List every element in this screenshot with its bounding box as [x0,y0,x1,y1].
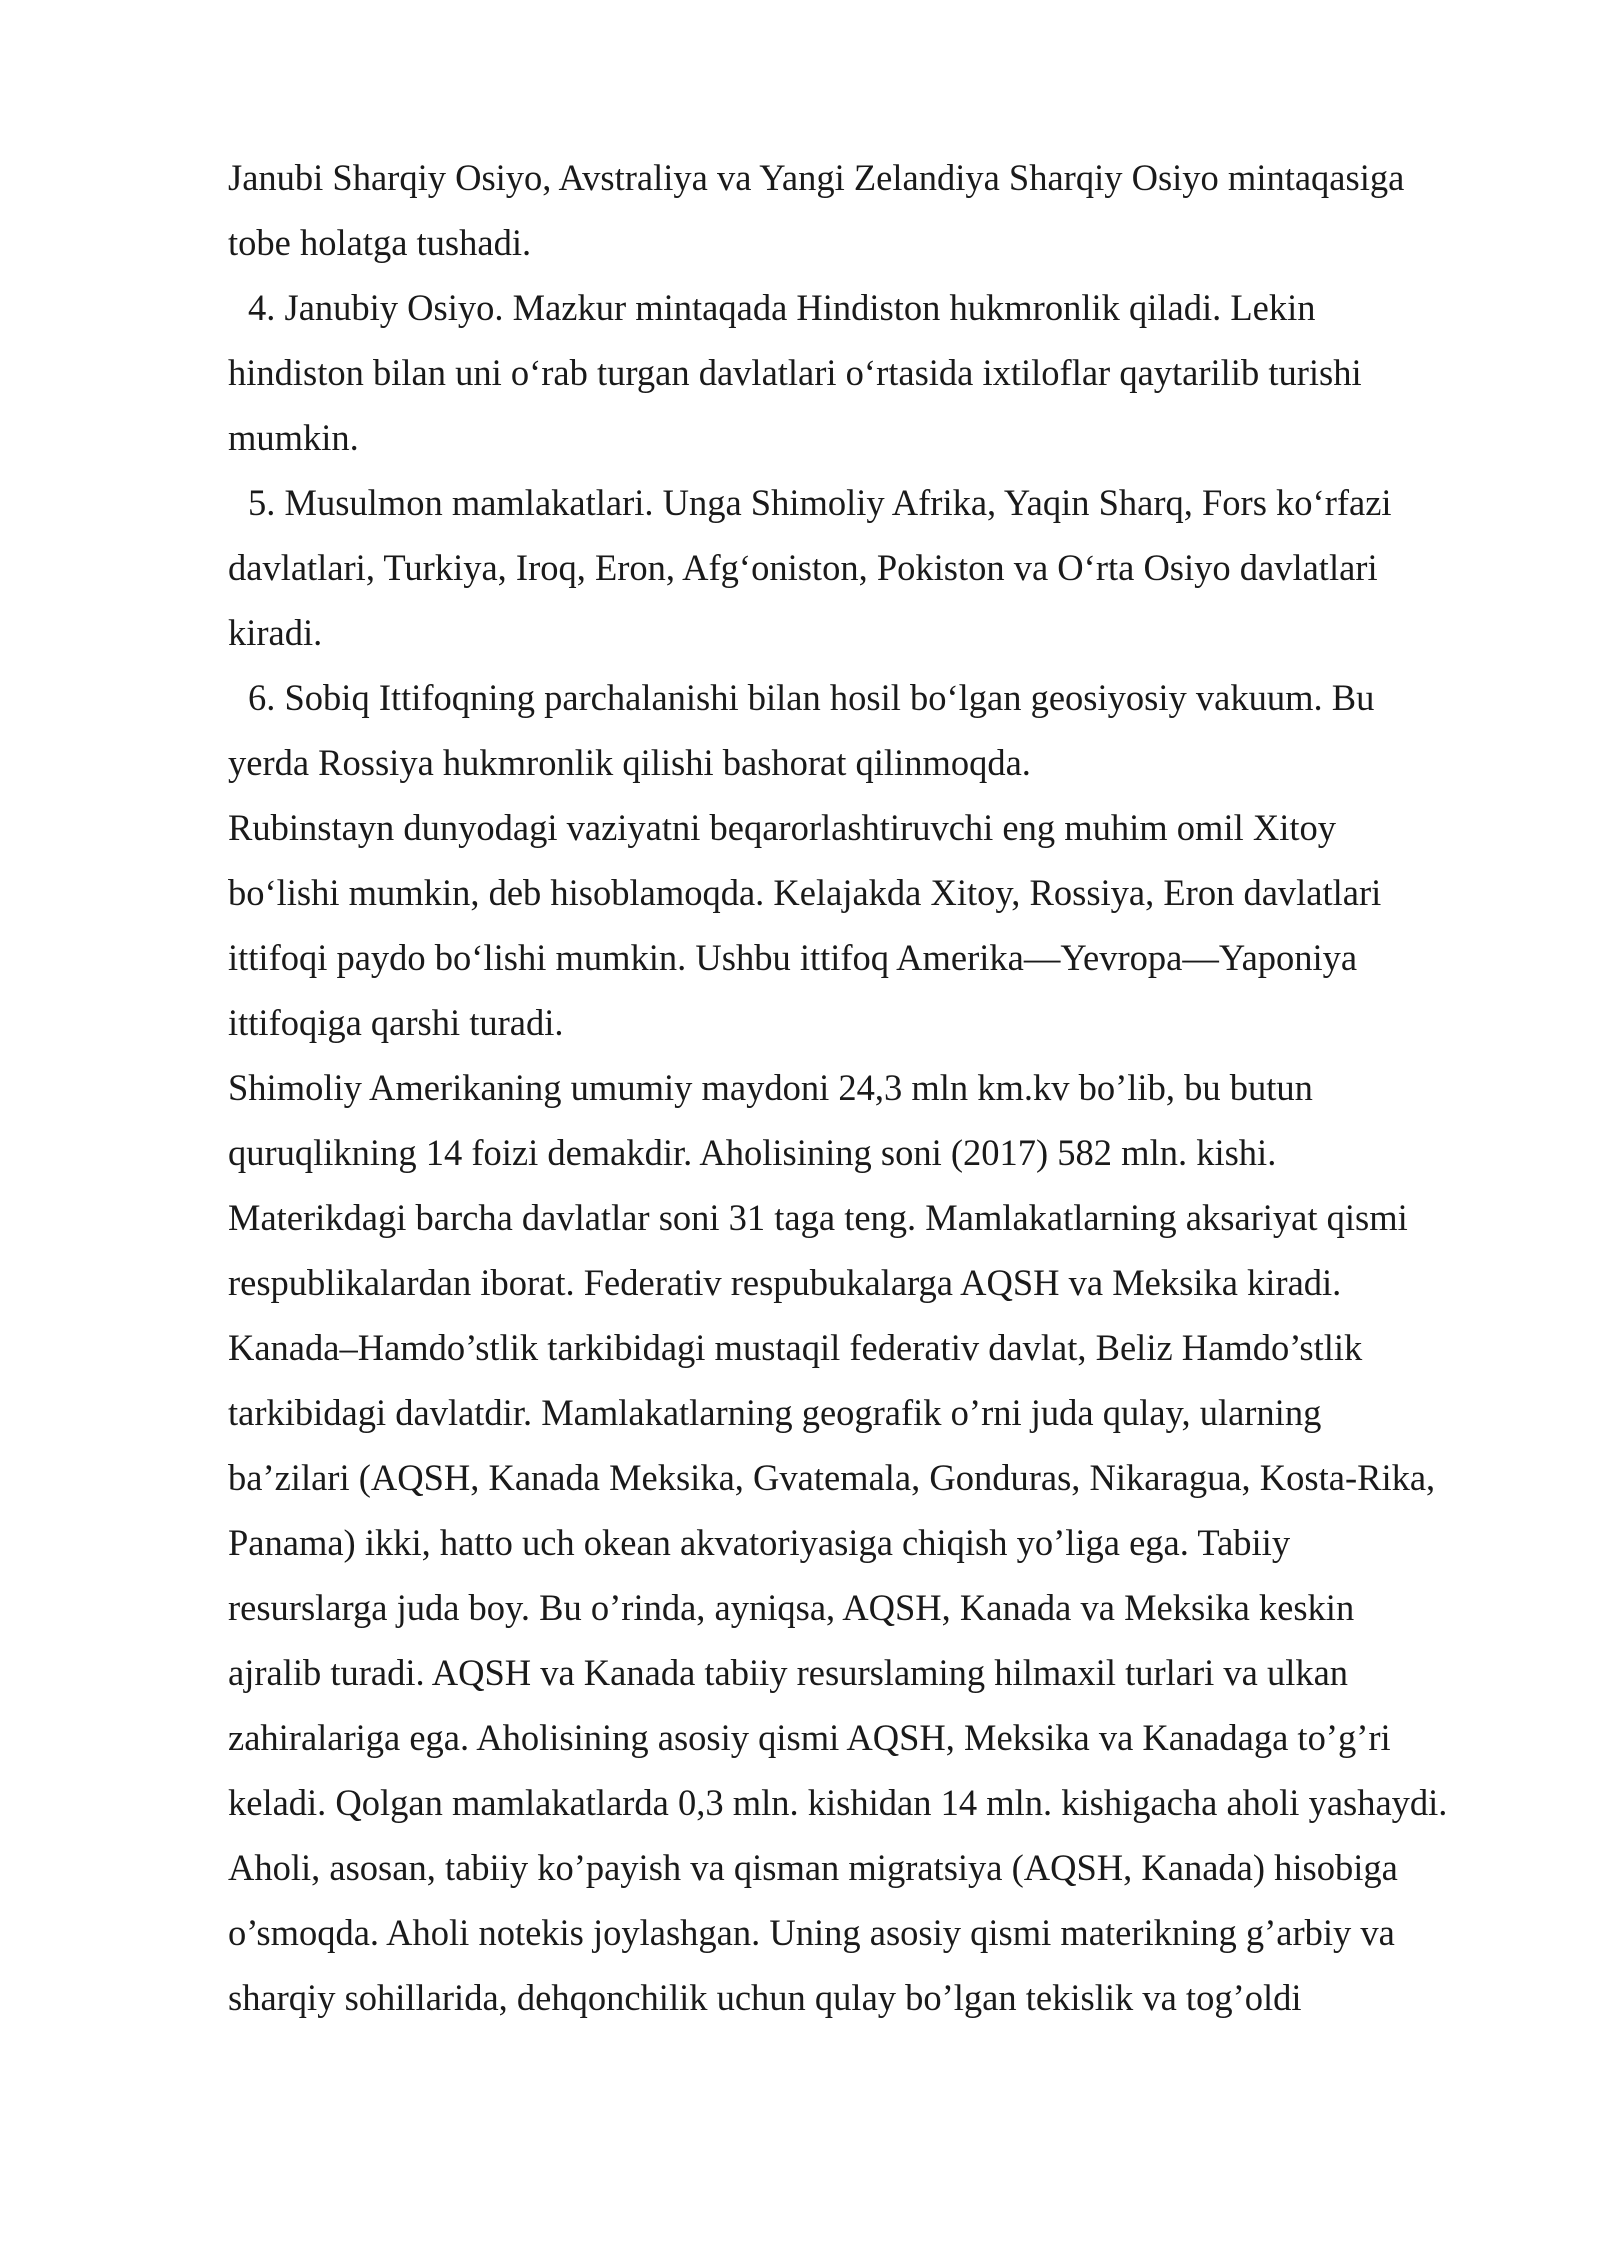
document-page [228,145,1528,2030]
text-line: hindiston bilan uni o‘rab turgan davlatlari o‘rtasida ixtiloflar qaytarilib turishi [228,352,1362,393]
text-line: Kanada–Hamdo’stlik tarkibidagi mustaqil federativ davlat, Beliz Hamdo’stlik [228,1327,1363,1368]
text-line: Rubinstayn dunyodagi vaziyatni beqarorlashtiruvchi eng muhim omil Xitoy [228,807,1336,848]
text-line: ittifoqi paydo bo‘lishi mumkin. Ushbu ittifoq Amerika—Yevropa—Yaponiya [228,937,1358,978]
text-line: Materikdagi barcha davlatlar soni 31 taga teng. Mamlakatlarning aksariyat qismi [228,1197,1408,1238]
text-line: Aholi, asosan, tabiiy ko’payish va qisman migratsiya (AQSH, Kanada) hisobiga [228,1847,1398,1888]
text-line: mumkin. [228,417,359,458]
text-line: bo‘lishi mumkin, deb hisoblamoqda. Kelajakda Xitoy, Rossiya, Eron davlatlari [228,872,1382,913]
document-body [228,145,1528,2030]
text-line: respublikalardan iborat. Federativ respubukalarga AQSH va Meksika kiradi. [228,1262,1342,1303]
text-line: 4. Janubiy Osiyo. Mazkur mintaqada Hindiston hukmronlik qiladi. Lekin [248,287,1316,328]
text-line: ittifoqiga qarshi turadi. [228,1002,564,1043]
text-line: resurslarga juda boy. Bu o’rinda, ayniqsa, AQSH, Kanada va Meksika keskin [228,1587,1355,1628]
text-line: davlatlari, Turkiya, Iroq, Eron, Afg‘oniston, Pokiston va O‘rta Osiyo davlatlari [228,547,1378,588]
text-line: 5. Musulmon mamlakatlari. Unga Shimoliy Afrika, Yaqin Sharq, Fors ko‘rfazi [248,482,1392,523]
text-line: Shimoliy Amerikaning umumiy maydoni 24,3 mln km.kv bo’lib, bu butun [228,1067,1313,1108]
text-line: keladi. Qolgan mamlakatlarda 0,3 mln. kishidan 14 mln. kishigacha aholi yashaydi. [228,1782,1448,1823]
text-line: yerda Rossiya hukmronlik qilishi bashorat qilinmoqda. [228,742,1031,783]
text-line: kiradi. [228,612,323,653]
text-line: Panama) ikki, hatto uch okean akvatoriyasiga chiqish yo’liga ega. Tabiiy [228,1522,1291,1563]
text-line: o’smoqda. Aholi notekis joylashgan. Uning asosiy qismi materikning g’arbiy va [228,1912,1395,1953]
text-line: quruqlikning 14 foizi demakdir. Aholisining soni (2017) 582 mln. kishi. [228,1132,1277,1173]
text-line: tarkibidagi davlatdir. Mamlakatlarning geografik o’rni juda qulay, ularning [228,1392,1322,1433]
text-line: ba’zilari (AQSH, Kanada Meksika, Gvatemala, Gonduras, Nikaragua, Kosta-Rika, [228,1457,1436,1498]
text-line: sharqiy sohillarida, dehqonchilik uchun qulay bo’lgan tekislik va tog’oldi [228,1977,1302,2018]
text-line: Janubi Sharqiy Osiyo, Avstraliya va Yangi Zelandiya Sharqiy Osiyo mintaqasiga [228,157,1405,198]
text-line: ajralib turadi. AQSH va Kanada tabiiy resurslaming hilmaxil turlari va ulkan [228,1652,1349,1693]
text-line: tobe holatga tushadi. [228,222,532,263]
text-line: zahiralariga ega. Aholisining asosiy qismi AQSH, Meksika va Kanadaga to’g’ri [228,1717,1391,1758]
text-line: 6. Sobiq Ittifoqning parchalanishi bilan hosil bo‘lgan geosiyosiy vakuum. Bu [248,677,1375,718]
